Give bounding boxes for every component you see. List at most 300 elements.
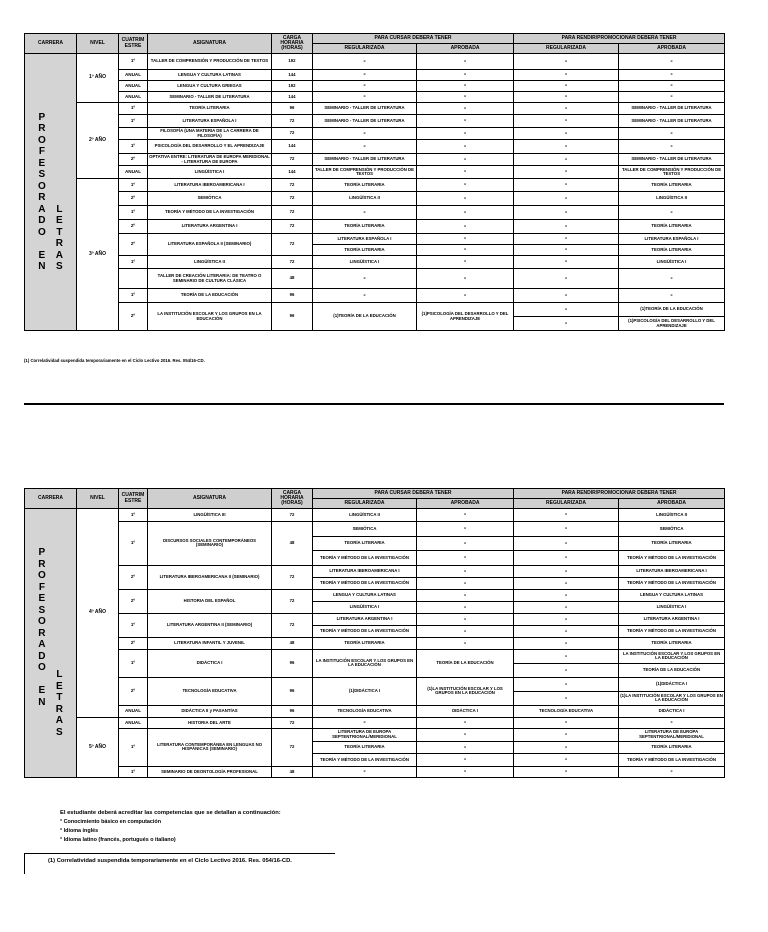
cursar-aprobada-cell: - (417, 192, 514, 206)
cursar-regularizada-cell: LITERATURA ESPAÑOLA I (313, 234, 417, 245)
cursar-regularizada-cell: LITERATURA ARGENTINA I (313, 613, 417, 625)
carrera-letter: T (56, 692, 63, 704)
header-carga: CARGA HORARIA (HORAS) (272, 489, 313, 509)
asignatura-cell: HISTORIA DEL ESPAÑOL (148, 589, 272, 613)
cursar-regularizada-cell: LINGÜÍSTICA I (313, 601, 417, 613)
cursar-aprobada-cell: - (417, 625, 514, 637)
cursar-regularizada-cell: - (313, 140, 417, 154)
carga-cell: 192 (272, 81, 313, 92)
header-cursar-aprobada: APROBADA (417, 44, 514, 54)
carga-cell: 72 (272, 589, 313, 613)
table-row (25, 728, 725, 741)
carga-cell: 72 (272, 256, 313, 269)
rendir-aprobada-cell: LITERATURA IBEROAMERICANA I (619, 565, 725, 577)
asignatura-cell: LITERATURA INFANTIL Y JUVENIL (148, 637, 272, 649)
cuatrimestre-cell: 1º (119, 256, 148, 269)
header-rendir: PARA RENDIR/PROMOCIONAR DEBERA TENER (514, 489, 725, 499)
cuatrimestre-cell: 2º (119, 637, 148, 649)
cursar-regularizada-cell: - (313, 206, 417, 220)
carrera-letter: E (38, 593, 46, 605)
table-row (25, 140, 725, 154)
asignatura-cell: PSICOLOGÍA DEL DESARROLLO Y EL APRENDIZAJE (148, 140, 272, 154)
cuatrimestre-cell: 1º (119, 206, 148, 220)
cursar-aprobada-cell: - (417, 754, 514, 767)
cursar-regularizada-cell: TEORÍA Y MÉTODO DE LA INVESTIGACIÓN (313, 625, 417, 637)
cursar-aprobada-cell: - (417, 717, 514, 728)
cursar-regularizada-cell: - (313, 70, 417, 81)
cursar-regularizada-cell: - (313, 128, 417, 140)
table-row (25, 589, 725, 601)
carrera-letter: O (37, 226, 46, 238)
carrera-letter: E (38, 157, 46, 169)
rendir-aprobada-cell: TEORÍA LITERARIA (619, 741, 725, 754)
carrera-letter: S (56, 261, 63, 272)
rendir-regularizada-cell: - (514, 509, 619, 522)
cursar-regularizada-cell: LINGÜÍSTICA II (313, 509, 417, 522)
rendir-regularizada-cell: - (514, 625, 619, 637)
rendir-regularizada-cell: - (514, 677, 619, 691)
carga-cell: 48 (272, 522, 313, 566)
carrera-letter: E (56, 215, 63, 226)
rendir-aprobada-cell: TALLER DE COMPRENSIÓN Y PRODUCCIÓN DE TEXTOS (619, 166, 725, 179)
cuatrimestre-cell: 2º (119, 589, 148, 613)
rendir-aprobada-cell: DIDÁCTICA I (619, 705, 725, 717)
rendir-regularizada-cell: - (514, 728, 619, 741)
carrera-letter: P (38, 547, 46, 559)
cuatrimestre-cell: 1º (119, 509, 148, 522)
cursar-regularizada-cell: - (313, 289, 417, 303)
cursar-regularizada-cell: - (313, 54, 417, 70)
asignatura-cell: LITERATURA ESPAÑOLA I (148, 115, 272, 128)
carrera-letter: P (38, 111, 46, 123)
carga-cell: 72 (272, 206, 313, 220)
rendir-aprobada-cell: - (619, 269, 725, 289)
cuatrimestre-cell: 1º (119, 522, 148, 566)
rendir-aprobada-cell: TEORÍA LITERARIA (619, 637, 725, 649)
rendir-regularizada-cell: - (514, 166, 619, 179)
table-row (25, 220, 725, 234)
table-row (25, 206, 725, 220)
asignatura-cell: SEMIÓTICA (148, 192, 272, 206)
table-row (25, 234, 725, 245)
cursar-regularizada-cell: TEORÍA LITERARIA (313, 637, 417, 649)
cursar-regularizada-cell: TECNOLOGÍA EDUCATIVA (313, 705, 417, 717)
cursar-aprobada-cell: TEORÍA DE LA EDUCACIÓN (417, 649, 514, 677)
rendir-regularizada-cell: - (514, 303, 619, 317)
rendir-regularizada-cell: - (514, 637, 619, 649)
header-carrera: CARRERA (25, 489, 77, 509)
cursar-regularizada-cell: (1)DIDÁCTICA I (313, 677, 417, 705)
table-row (25, 613, 725, 625)
rendir-aprobada-cell: (1)PSICOLOGÍA DEL DESARROLLO Y DEL APRENDIZAJE (619, 317, 725, 331)
carga-cell: 144 (272, 70, 313, 81)
carrera-letter: O (37, 570, 46, 582)
nivel-cell: 2º AÑO (77, 103, 119, 179)
rendir-regularizada-cell: - (514, 128, 619, 140)
asignatura-cell: DISCURSOS SOCIALES CONTEMPORÁNEOS (SEMINARIO) (148, 522, 272, 566)
rendir-aprobada-cell: - (619, 92, 725, 103)
table-row (25, 115, 725, 128)
rendir-aprobada-cell: LITERATURA DE EUROPA SEPTENTRIONAL/MERIDIONAL (619, 728, 725, 741)
carga-cell: 96 (272, 303, 313, 331)
nivel-cell: 5º AÑO (77, 717, 119, 777)
table-row (25, 70, 725, 81)
carrera-cell (25, 509, 77, 778)
carrera-letter: A (38, 639, 46, 651)
asignatura-cell: TECNOLOGÍA EDUCATIVA (148, 677, 272, 705)
header-cursar: PARA CURSAR DEBERA TENER (313, 34, 514, 44)
rendir-regularizada-cell: - (514, 234, 619, 245)
asignatura-cell: DIDÁCTICA II y PASANTÍAS (148, 705, 272, 717)
cursar-aprobada-cell: - (417, 269, 514, 289)
carrera-letter: T (56, 226, 63, 238)
header-cursar-regularizada: REGULARIZADA (313, 499, 417, 509)
rendir-aprobada-cell: TEORÍA Y MÉTODO DE LA INVESTIGACIÓN (619, 577, 725, 589)
rendir-aprobada-cell: - (619, 289, 725, 303)
table-row (25, 256, 725, 269)
footnote-1: (1) Correlatividad suspendida temporariamente en el Ciclo Lectivo 2016. Res. 054/16-CD. (24, 358, 205, 363)
rendir-aprobada-cell: TEORÍA LITERARIA (619, 245, 725, 256)
rendir-aprobada-cell: - (619, 717, 725, 728)
cursar-regularizada-cell: LA INSTITUCIÓN ESCOLAR Y LOS GRUPOS EN LA EDUCACIÓN (313, 649, 417, 677)
rendir-aprobada-cell: (1)DIDÁCTICA I (619, 677, 725, 691)
carga-cell: 72 (272, 115, 313, 128)
rendir-aprobada-cell: - (619, 70, 725, 81)
cursar-aprobada-cell: - (417, 289, 514, 303)
rendir-aprobada-cell: TEORÍA LITERARIA (619, 536, 725, 551)
carrera-letter: L (56, 669, 63, 681)
rendir-aprobada-cell: LENGUA Y CULTURA LATINAS (619, 589, 725, 601)
header-carga: CARGA HORARIA (HORAS) (272, 34, 313, 54)
carrera-letter: L (56, 203, 63, 215)
note-item: ° Idioma inglés (60, 827, 99, 834)
carrera-letter (40, 674, 43, 686)
cursar-aprobada-cell: - (417, 565, 514, 577)
carrera-letter (40, 238, 43, 250)
nivel-cell: 1º AÑO (77, 54, 119, 103)
carrera-letter: E (38, 685, 46, 697)
carrera-letras (56, 112, 63, 273)
cuatrimestre-cell: 1º (119, 54, 148, 70)
rendir-aprobada-cell: TEORÍA Y MÉTODO DE LA INVESTIGACIÓN (619, 625, 725, 637)
rendir-regularizada-cell: - (514, 589, 619, 601)
table-row (25, 303, 725, 317)
cursar-regularizada-cell: TEORÍA Y MÉTODO DE LA INVESTIGACIÓN (313, 754, 417, 767)
cursar-regularizada-cell: SEMINARIO - TALLER DE LITERATURA (313, 115, 417, 128)
rendir-regularizada-cell: - (514, 220, 619, 234)
cursar-aprobada-cell: - (417, 589, 514, 601)
cuatrimestre-cell: 1º (119, 140, 148, 154)
cursar-aprobada-cell: - (417, 536, 514, 551)
plan-table-1 (24, 33, 725, 331)
carrera-letter: S (38, 604, 46, 616)
carga-cell: 144 (272, 92, 313, 103)
table-row (25, 103, 725, 115)
rendir-regularizada-cell: - (514, 551, 619, 566)
carga-cell: 96 (272, 103, 313, 115)
cuatrimestre-cell: 1º (119, 115, 148, 128)
carga-cell: 96 (272, 705, 313, 717)
rendir-regularizada-cell: - (514, 522, 619, 537)
cuatrimestre-cell: 2º (119, 565, 148, 589)
rendir-regularizada-cell: - (514, 577, 619, 589)
rendir-regularizada-cell: - (514, 289, 619, 303)
table-row (25, 92, 725, 103)
rendir-aprobada-cell: TEORÍA DE LA EDUCACIÓN (619, 663, 725, 677)
asignatura-cell: LENGUA Y CULTURA LATINAS (148, 70, 272, 81)
table-row (25, 179, 725, 192)
rendir-aprobada-cell: - (619, 81, 725, 92)
carrera-letter: S (56, 726, 63, 738)
nivel-cell: 4º AÑO (77, 509, 119, 718)
asignatura-cell: LA INSTITUCIÓN ESCOLAR Y LOS GRUPOS EN LA EDUCACIÓN (148, 303, 272, 331)
rendir-regularizada-cell: TECNOLOGÍA EDUCATIVA (514, 705, 619, 717)
cursar-aprobada-cell: - (417, 601, 514, 613)
rendir-regularizada-cell: - (514, 766, 619, 777)
rendir-aprobada-cell: SEMINARIO - TALLER DE LITERATURA (619, 115, 725, 128)
cuatrimestre-cell: 2º (119, 220, 148, 234)
rendir-regularizada-cell: - (514, 691, 619, 705)
table-row (25, 128, 725, 140)
rendir-aprobada-cell: SEMINARIO - TALLER DE LITERATURA (619, 154, 725, 166)
asignatura-cell: LINGÜÍSTICA II (148, 256, 272, 269)
table-row (25, 522, 725, 537)
cursar-regularizada-cell: LINGÜÍSTICA I (313, 256, 417, 269)
carga-cell: 72 (272, 234, 313, 256)
rendir-aprobada-cell: (1)LA INSTITUCIÓN ESCOLAR Y LOS GRUPOS EN LA EDUCACIÓN (619, 691, 725, 705)
rendir-regularizada-cell: - (514, 115, 619, 128)
cursar-aprobada-cell: - (417, 115, 514, 128)
carrera-profesorado (38, 112, 46, 273)
carrera-cell (25, 54, 77, 331)
asignatura-cell: TALLER DE CREACIÓN LITERARIA: DE TEATRO O SEMINARIO DE CULTURA CLÁSICA (148, 269, 272, 289)
rendir-regularizada-cell: - (514, 717, 619, 728)
cuatrimestre-cell: ANUAL (119, 70, 148, 81)
cursar-aprobada-cell: - (417, 613, 514, 625)
asignatura-cell: LITERATURA ESPAÑOLA II (SEMINARIO) (148, 234, 272, 256)
carrera-letter: R (38, 123, 46, 134)
carga-cell: 192 (272, 54, 313, 70)
cursar-regularizada-cell: TEORÍA Y MÉTODO DE LA INVESTIGACIÓN (313, 551, 417, 566)
header-rendir-regularizada: REGULARIZADA (514, 44, 619, 54)
carrera-letter: A (38, 203, 46, 215)
cursar-regularizada-cell: LENGUA Y CULTURA LATINAS (313, 589, 417, 601)
rendir-aprobada-cell: - (619, 54, 725, 70)
carga-cell: 72 (272, 154, 313, 166)
asignatura-cell: OPTATIVA ENTRE: LITERATURA DE EUROPA MERIDIONAL - LITERATURA DE EUROPA (149, 154, 270, 164)
asignatura-cell: LITERATURA ARGENTINA I (148, 220, 272, 234)
table-row (25, 81, 725, 92)
nivel-cell: 3º AÑO (77, 179, 119, 331)
rendir-regularizada-cell: - (514, 192, 619, 206)
carga-cell: 144 (272, 166, 313, 179)
rendir-regularizada-cell: - (514, 741, 619, 754)
asignatura-cell: TALLER DE COMPRENSIÓN Y PRODUCCIÓN DE TEXTOS (148, 54, 272, 70)
rendir-regularizada-cell: - (514, 154, 619, 166)
header-asignatura: ASIGNATURA (148, 489, 272, 509)
table-row (25, 637, 725, 649)
cuatrimestre-cell: 1º (119, 649, 148, 677)
carrera-letter: O (37, 134, 46, 146)
cursar-aprobada-cell: - (417, 154, 514, 166)
carga-cell: 72 (272, 728, 313, 766)
cuatrimestre-cell: 2º (119, 192, 148, 206)
rendir-regularizada-cell: - (514, 613, 619, 625)
cursar-regularizada-cell: TEORÍA LITERARIA (313, 536, 417, 551)
carga-cell: 96 (272, 289, 313, 303)
asignatura-cell: LITERATURA ARGENTINA II (SEMINARIO) (148, 613, 272, 637)
cursar-aprobada-cell: - (417, 128, 514, 140)
asignatura-cell: SEMINARIO - TALLER DE LITERATURA (148, 92, 272, 103)
rendir-aprobada-cell: (1)TEORÍA DE LA EDUCACIÓN (619, 303, 725, 317)
rendir-regularizada-cell: - (514, 245, 619, 256)
header-cuatrimestre: CUATRIM ESTRE (119, 34, 148, 54)
rendir-regularizada-cell: - (514, 269, 619, 289)
rendir-regularizada-cell: - (514, 754, 619, 767)
rendir-regularizada-cell: - (514, 103, 619, 115)
cursar-aprobada-cell: - (417, 220, 514, 234)
cursar-aprobada-cell: (1)LA INSTITUCIÓN ESCOLAR Y LOS GRUPOS EN LA EDUCACIÓN (417, 677, 514, 705)
rendir-aprobada-cell: TEORÍA LITERARIA (619, 220, 725, 234)
cuatrimestre-cell: 1º (119, 179, 148, 192)
cuatrimestre-cell: ANUAL (119, 717, 148, 728)
asignatura-cell: SEMINARIO DE DEONTOLOGÍA PROFESIONAL (148, 766, 272, 777)
asignatura-cell: HISTORIA DEL ARTE (148, 717, 272, 728)
asignatura-cell: TEORÍA DE LA EDUCACIÓN (148, 289, 272, 303)
carrera-letter: R (55, 703, 63, 715)
table-row (25, 717, 725, 728)
cuatrimestre-cell: 2º (119, 303, 148, 331)
header-cursar-aprobada: APROBADA (417, 499, 514, 509)
carga-cell: 48 (272, 766, 313, 777)
table-row (25, 705, 725, 717)
cursar-aprobada-cell: - (417, 70, 514, 81)
asignatura-cell: DIDÁCTICA I (148, 649, 272, 677)
rendir-aprobada-cell: LINGÜÍSTICA I (619, 601, 725, 613)
cursar-regularizada-cell: TALLER DE COMPRENSIÓN Y PRODUCCIÓN DE TEXTOS (313, 166, 417, 179)
rendir-regularizada-cell: - (514, 663, 619, 677)
header-rendir-aprobada: APROBADA (619, 499, 725, 509)
rendir-regularizada-cell: - (514, 81, 619, 92)
competencias-notes (60, 809, 281, 844)
cursar-regularizada-cell: LITERATURA IBEROAMERICANA I (313, 565, 417, 577)
carrera-letter: E (38, 249, 46, 261)
cuatrimestre-cell: 2º (119, 677, 148, 705)
cursar-aprobada-cell: - (417, 81, 514, 92)
carrera-letras (56, 547, 63, 738)
carrera-letter: E (56, 680, 63, 692)
rendir-aprobada-cell: - (619, 766, 725, 777)
rendir-regularizada-cell: - (514, 601, 619, 613)
cuatrimestre-cell: 2º (119, 234, 148, 256)
rendir-aprobada-cell: - (619, 206, 725, 220)
carga-cell: 144 (272, 140, 313, 154)
rendir-regularizada-cell: - (514, 649, 619, 663)
carrera-letter: F (38, 146, 45, 157)
rendir-aprobada-cell: TEORÍA LITERARIA (619, 179, 725, 192)
cursar-regularizada-cell: SEMINARIO - TALLER DE LITERATURA (313, 154, 417, 166)
rendir-aprobada-cell: SEMINARIO - TALLER DE LITERATURA (619, 103, 725, 115)
table-row (25, 54, 725, 70)
rendir-regularizada-cell: - (514, 256, 619, 269)
carrera-letter: O (37, 662, 46, 674)
asignatura-cell: FILOSOFÍA (UNA MATERIA DE LA CARRERA DE FILOSOFÍA) (148, 128, 272, 140)
carrera-letter: N (38, 261, 46, 272)
header-rendir-aprobada: APROBADA (619, 44, 725, 54)
cursar-aprobada-cell: - (417, 741, 514, 754)
note-item: ° Conocimiento básico en computación (60, 819, 161, 826)
carrera-letter: O (37, 180, 46, 192)
cuatrimestre-cell: ANUAL (119, 92, 148, 103)
note-item: ° Idioma latino (francés, portugués o italiano) (60, 836, 176, 843)
header-cursar: PARA CURSAR DEBERA TENER (313, 489, 514, 499)
rendir-aprobada-cell: LINGÜÍSTICA II (619, 509, 725, 522)
rendir-regularizada-cell: - (514, 206, 619, 220)
plan-table-2 (24, 488, 725, 778)
carrera-letter: S (38, 169, 46, 180)
carrera-letter: N (38, 696, 46, 708)
cursar-aprobada-cell: - (417, 637, 514, 649)
carga-cell: 72 (272, 565, 313, 589)
rendir-regularizada-cell: - (514, 92, 619, 103)
table-row (25, 565, 725, 577)
cursar-aprobada-cell: - (417, 166, 514, 179)
table-row (25, 649, 725, 663)
cursar-aprobada-cell: DIDÁCTICA I (417, 705, 514, 717)
rendir-regularizada-cell: - (514, 179, 619, 192)
carrera-letter: F (38, 581, 45, 593)
cursar-aprobada-cell: - (417, 522, 514, 537)
cursar-regularizada-cell: TEORÍA LITERARIA (313, 220, 417, 234)
cuatrimestre-cell (119, 269, 148, 289)
carga-cell: 72 (272, 179, 313, 192)
cursar-regularizada-cell: - (313, 766, 417, 777)
carga-cell: 72 (272, 509, 313, 522)
table-row (25, 154, 725, 166)
asignatura-cell: LITERATURA IBEROAMERICANA I (148, 179, 272, 192)
cursar-regularizada-cell: - (313, 717, 417, 728)
carga-cell: 72 (272, 128, 313, 140)
rendir-aprobada-cell: LA INSTITUCIÓN ESCOLAR Y LOS GRUPOS EN LA EDUCACIÓN (619, 649, 725, 663)
cuatrimestre-cell (119, 128, 148, 140)
carga-cell: 72 (272, 220, 313, 234)
cuatrimestre-cell: ANUAL (119, 166, 148, 179)
cursar-aprobada-cell: (1)PSICOLOGÍA DEL DESARROLLO Y DEL APRENDIZAJE (417, 303, 514, 331)
cursar-aprobada-cell: - (417, 206, 514, 220)
carrera-letter: R (55, 238, 63, 249)
cuatrimestre-cell: 1º (119, 728, 148, 766)
carrera-letter: A (55, 715, 63, 727)
header-asignatura: ASIGNATURA (148, 34, 272, 54)
cursar-aprobada-cell: - (417, 551, 514, 566)
table-row (25, 509, 725, 522)
rendir-aprobada-cell: TEORÍA Y MÉTODO DE LA INVESTIGACIÓN (619, 551, 725, 566)
rendir-aprobada-cell: SEMIÓTICA (619, 522, 725, 537)
cursar-regularizada-cell: (1)TEORÍA DE LA EDUCACIÓN (313, 303, 417, 331)
footnote-2: (1) Correlatividad suspendida temporariamente en el Ciclo Lectivo 2016. Res. 054/16-CD. (48, 858, 292, 864)
carrera-letter: D (38, 650, 46, 662)
header-cursar-regularizada: REGULARIZADA (313, 44, 417, 54)
cursar-regularizada-cell: SEMINARIO - TALLER DE LITERATURA (313, 103, 417, 115)
carrera-letter: A (55, 249, 63, 261)
asignatura-cell: LINGÜÍSTICA I (148, 166, 272, 179)
cursar-regularizada-cell: TEORÍA Y MÉTODO DE LA INVESTIGACIÓN (313, 577, 417, 589)
cuatrimestre-cell: 1º (119, 103, 148, 115)
header-rendir-regularizada: REGULARIZADA (514, 499, 619, 509)
header-nivel: NIVEL (77, 489, 119, 509)
rendir-regularizada-cell: - (514, 54, 619, 70)
carrera-letter: D (38, 215, 46, 226)
